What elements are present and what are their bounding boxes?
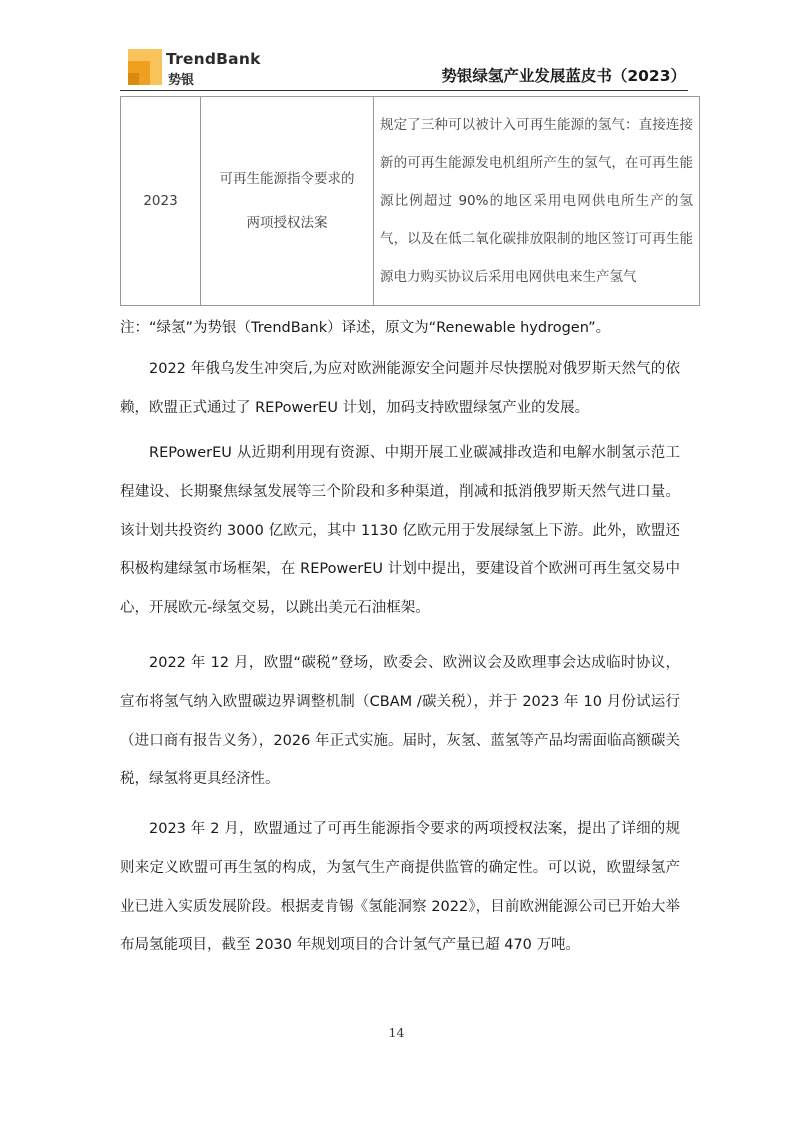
logo-text-cn: 势银 — [168, 73, 195, 88]
paragraph: 2022 年俄乌发生冲突后,为应对欧洲能源安全问题并尽快摆脱对俄罗斯天然气的依赖，欧盟正式通过了 REPowerEU 计划，加码支持欧盟绿氢产业的发展。 — [120, 361, 680, 416]
logo-text-en: TrendBank — [166, 50, 261, 68]
policy-table — [120, 96, 700, 306]
page-number: 14 — [388, 1025, 405, 1040]
trendbank-logo-icon — [128, 49, 162, 85]
table-cell-name — [201, 97, 374, 306]
paragraph: 2022 年 12 月，欧盟“碳税”登场，欧委会、欧洲议会及欧理事会达成临时协议，宣布将氢气纳入欧盟碳边界调整机制（CBAM /碳关税），并于 2023 年 10 月份试运行（进口商有报告义务），2026 年正式实施。届时，灰氢、蓝氢等产品均需面临高额碳关税，绿氢将更具经济性。 — [120, 655, 680, 788]
report-title: 势银绿氢产业发展蓝皮书（2023） — [441, 67, 686, 85]
table-cell-year: 2023 — [121, 97, 201, 306]
paragraph: REPowerEU 从近期利用现有资源、中期开展工业碳减排改造和电解水制氢示范工程建设、长期聚焦绿氢发展等三个阶段和多种渠道，削减和抵消俄罗斯天然气进口量。该计划共投资约 3000 亿欧元，其中 1130 亿欧元用于发展绿氢上下游。此外，欧盟还积极构建绿氢市场框架，在 REPowerEU 计划中提出，要建设首个欧洲可再生氢交易中心，开展欧元-绿氢交易，以跳出美元石油框架。 — [120, 445, 680, 617]
header-divider — [120, 90, 688, 91]
table-note: 注：“绿氢”为势银（TrendBank）译述，原文为“Renewable hydrogen”。 — [120, 320, 611, 336]
table-cell-description: 规定了三种可以被计入可再生能源的氢气：直接连接新的可再生能源发电机组所产生的氢气，在可再生能源比例超过 90%的地区采用电网供电所生产的氢气，以及在低二氧化碳排放限制的地区签订可再生能源电力购买协议后采用电网供电来生产氢气 — [374, 97, 700, 306]
policy-name: 可再生能源指令要求的两项授权法案 — [219, 171, 355, 231]
page-header — [120, 46, 688, 92]
paragraph: 2023 年 2 月，欧盟通过了可再生能源指令要求的两项授权法案，提出了详细的规则来定义欧盟可再生氢的构成，为氢气生产商提供监管的确定性。可以说，欧盟绿氢产业已进入实质发展阶段。根据麦肯锡《氢能洞察 2022》，目前欧洲能源公司已开始大举布局氢能项目，截至 2030 年规划项目的合计氢气产量已超 470 万吨。 — [120, 821, 680, 954]
table-row — [121, 97, 700, 306]
